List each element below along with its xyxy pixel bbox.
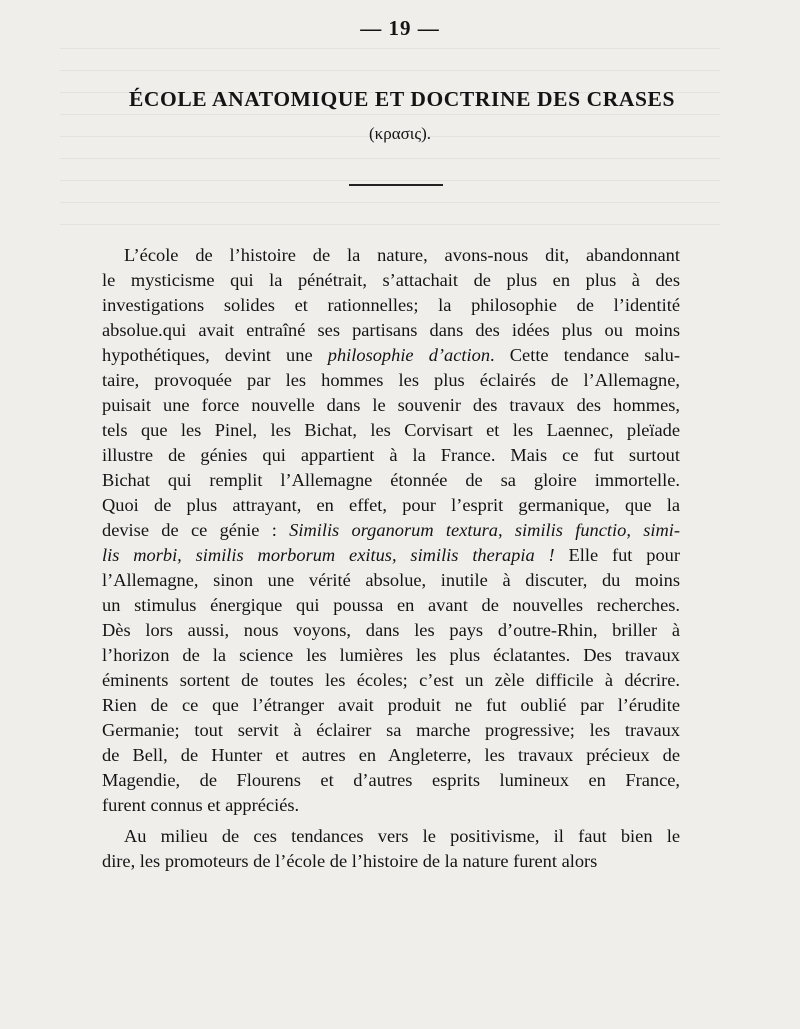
text-line (102, 693, 680, 718)
text-run: Germanie; tout servit à éclairer sa marche progressive; les travaux (102, 720, 680, 740)
italic-phrase: philosophie d’action (327, 345, 491, 365)
text-run: l’horizon de la science les lumières les plus éclatantes. Des travaux (102, 645, 680, 665)
text-run: Quoi de plus attrayant, en effet, pour l’esprit germanique, que la (102, 495, 680, 515)
text-line (102, 668, 680, 693)
text-run: tels que les Pinel, les Bichat, les Corvisart et les Laennec, pleïade (102, 420, 680, 440)
chapter-title: ÉCOLE ANATOMIQUE ET DOCTRINE DES CRASES (128, 87, 676, 111)
text-run: un stimulus énergique qui poussa en avant de nouvelles recherches. (102, 595, 680, 615)
italic-phrase: lis morbi, similis morborum exitus, similis therapia ! (102, 545, 555, 565)
text-run: investigations solides et rationnelles; la philosophie de l’identité (102, 295, 680, 315)
text-run: L’école de l’histoire de la nature, avons-nous dit, abandonnant (124, 245, 680, 265)
text-line (102, 793, 680, 818)
text-line (102, 443, 680, 468)
text-line (102, 393, 680, 418)
text-run: . Cette tendance salu- (490, 345, 680, 365)
text-run: éminents sortent de toutes les écoles; c’est un zèle difficile à décrire. (102, 670, 680, 690)
text-line (102, 718, 680, 743)
text-run: l’Allemagne, sinon une vérité absolue, inutile à discuter, du moins (102, 570, 680, 590)
text-run: le mysticisme qui la pénétrait, s’attachait de plus en plus à des (102, 270, 680, 290)
paragraph (102, 243, 680, 818)
text-line (102, 293, 680, 318)
text-run: hypothétiques, devint une (102, 345, 328, 365)
text-line (102, 243, 680, 268)
text-line (102, 493, 680, 518)
text-run: Dès lors aussi, nous voyons, dans les pays d’outre-Rhin, briller à (102, 620, 680, 640)
text-line (102, 768, 680, 793)
paragraph (102, 824, 680, 874)
text-line (102, 849, 680, 874)
text-run: absolue.qui avait entraîné ses partisans dans des idées plus ou moins (102, 320, 680, 340)
text-run: furent connus et appréciés. (102, 795, 300, 815)
body-text (102, 243, 680, 874)
text-run: devise de ce génie : (102, 520, 290, 540)
text-run: taire, provoquée par les hommes les plus éclairés de l’Allemagne, (102, 370, 680, 390)
text-line (102, 318, 680, 343)
text-line (102, 824, 680, 849)
text-run: Magendie, de Flourens et d’autres esprits lumineux en France, (102, 770, 680, 790)
text-line (102, 418, 680, 443)
chapter-subtitle: (κρασις). (369, 124, 431, 143)
text-line (102, 618, 680, 643)
text-run: de Bell, de Hunter et autres en Angleterre, les travaux précieux de (102, 745, 680, 765)
text-line (102, 518, 680, 543)
text-line (102, 268, 680, 293)
italic-phrase: Similis organorum textura, similis functio, simi- (289, 520, 681, 540)
text-line (102, 343, 680, 368)
text-run: dire, les promoteurs de l’école de l’histoire de la nature furent alors (102, 851, 598, 871)
title-divider-rule (349, 184, 443, 186)
text-line (102, 593, 680, 618)
text-line (102, 468, 680, 493)
text-run: Elle fut pour (554, 545, 680, 565)
text-line (102, 643, 680, 668)
text-run: Rien de ce que l’étranger avait produit ne fut oublié par l’érudite (102, 695, 680, 715)
text-line (102, 543, 680, 568)
text-line (102, 568, 680, 593)
text-line (102, 743, 680, 768)
text-run: Au milieu de ces tendances vers le positivisme, il faut bien le (124, 826, 680, 846)
text-run: Bichat qui remplit l’Allemagne étonnée de sa gloire immortelle. (102, 470, 680, 490)
page-number: — 19 — (360, 16, 440, 40)
text-line (102, 368, 680, 393)
text-run: puisait une force nouvelle dans le souvenir des travaux des hommes, (102, 395, 680, 415)
text-run: illustre de génies qui appartient à la France. Mais ce fut surtout (102, 445, 680, 465)
